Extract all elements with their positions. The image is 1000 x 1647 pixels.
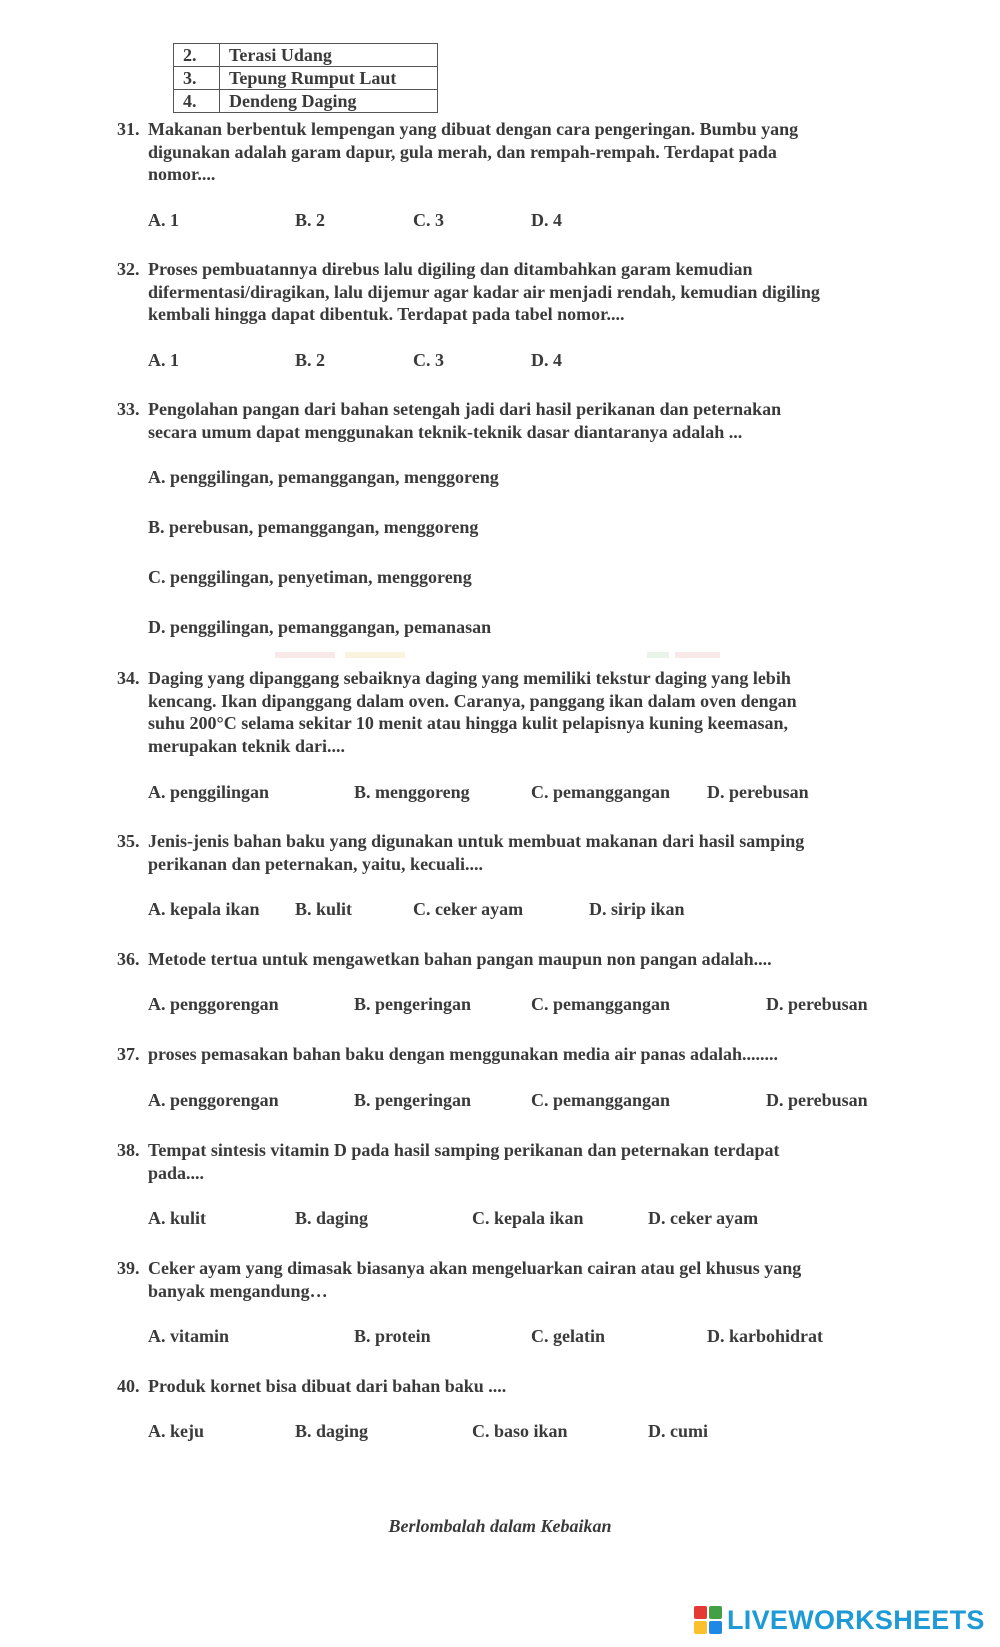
- question-number: 40.: [117, 1376, 140, 1396]
- table-row: [174, 90, 438, 113]
- option-a[interactable]: A. vitamin: [148, 1326, 229, 1346]
- table-row-name: Tepung Rumput Laut: [220, 67, 438, 90]
- question-number: 37.: [117, 1044, 140, 1064]
- question-34: [117, 667, 897, 757]
- question-text: Proses pembuatannya direbus lalu digiling dan ditambahkan garam kemudian difermentasi/diragikan, lalu dijemur agar kadar air menjadi rendah, kemudian digiling kembali hingga dapat dibentuk. Terdapat pada tabel nomor....: [148, 259, 820, 324]
- option-b[interactable]: B. menggoreng: [354, 782, 470, 802]
- option-a[interactable]: A. keju: [148, 1421, 205, 1441]
- option-a[interactable]: A. penggilingan, pemanggangan, menggoreng: [148, 467, 499, 487]
- question-37: [117, 1043, 897, 1066]
- option-d[interactable]: D. karbohidrat: [707, 1326, 824, 1346]
- table-row: [174, 67, 438, 90]
- watermark-strip: [275, 651, 735, 659]
- product-table: [173, 43, 438, 113]
- watermark-mark: [647, 652, 669, 658]
- option-c[interactable]: C. pemanggangan: [531, 1090, 671, 1110]
- option-b[interactable]: B. kulit: [295, 899, 353, 919]
- option-b[interactable]: B. protein: [354, 1326, 431, 1346]
- table-row: [174, 44, 438, 67]
- question-32: [117, 258, 897, 326]
- question-text: Ceker ayam yang dimasak biasanya akan mengeluarkan cairan atau gel khusus yang banyak mengandung…: [148, 1258, 802, 1301]
- option-d[interactable]: D. perebusan: [766, 994, 868, 1014]
- option-a[interactable]: A. 1: [148, 210, 179, 230]
- option-b[interactable]: B. perebusan, pemanggangan, menggoreng: [148, 517, 479, 537]
- table-row-number: 2.: [174, 44, 220, 67]
- option-c[interactable]: C. 3: [413, 350, 444, 370]
- option-d[interactable]: D. perebusan: [707, 782, 809, 802]
- option-d[interactable]: D. penggilingan, pemanggangan, pemanasan: [148, 617, 492, 637]
- question-number: 32.: [117, 259, 140, 279]
- option-a[interactable]: A. kulit: [148, 1208, 207, 1228]
- question-35: [117, 830, 897, 875]
- option-c[interactable]: C. 3: [413, 210, 444, 230]
- question-31: [117, 118, 897, 186]
- option-c[interactable]: C. kepala ikan: [472, 1208, 584, 1228]
- option-b[interactable]: B. pengeringan: [354, 994, 472, 1014]
- option-c[interactable]: C. gelatin: [531, 1326, 605, 1346]
- logo-square: [694, 1606, 707, 1619]
- option-a[interactable]: A. penggorengan: [148, 1090, 279, 1110]
- question-38: [117, 1139, 897, 1184]
- option-d[interactable]: D. ceker ayam: [648, 1208, 759, 1228]
- table-row-number: 4.: [174, 90, 220, 113]
- footer-motto: Berlombalah dalam Kebaikan: [388, 1516, 612, 1536]
- option-a[interactable]: A. 1: [148, 350, 179, 370]
- table-row-name: Terasi Udang: [220, 44, 438, 67]
- question-text: Daging yang dipanggang sebaiknya daging yang memiliki tekstur daging yang lebih kencang. Ikan dipanggang dalam oven. Caranya, panggang ikan dalam oven dengan suhu 200°C selama sekitar 10 menit atau hingga kulit pelapisnya kuning keemasan, merupakan teknik dari....: [148, 668, 797, 756]
- table-row-number: 3.: [174, 67, 220, 90]
- option-a[interactable]: A. penggilingan: [148, 782, 270, 802]
- question-number: 33.: [117, 399, 140, 419]
- logo-square: [709, 1621, 722, 1634]
- question-text: Pengolahan pangan dari bahan setengah jadi dari hasil perikanan dan peternakan secara umum dapat menggunakan teknik-teknik dasar diantaranya adalah ...: [148, 399, 782, 442]
- option-b[interactable]: B. daging: [295, 1421, 369, 1441]
- question-33: [117, 398, 897, 443]
- question-number: 38.: [117, 1140, 140, 1160]
- question-number: 36.: [117, 949, 140, 969]
- option-c[interactable]: C. ceker ayam: [413, 899, 524, 919]
- option-c[interactable]: C. penggilingan, penyetiman, menggoreng: [148, 567, 472, 587]
- option-b[interactable]: B. 2: [295, 350, 326, 370]
- option-a[interactable]: A. kepala ikan: [148, 899, 260, 919]
- question-text: Metode tertua untuk mengawetkan bahan pangan maupun non pangan adalah....: [148, 949, 772, 969]
- watermark-mark: [675, 652, 720, 658]
- question-number: 39.: [117, 1258, 140, 1278]
- brand-name: LIVEWORKSHEETS: [727, 1604, 985, 1635]
- table-row-name: Dendeng Daging: [220, 90, 438, 113]
- option-d[interactable]: D. 4: [531, 210, 562, 230]
- option-d[interactable]: D. sirip ikan: [589, 899, 685, 919]
- watermark-mark: [345, 652, 405, 658]
- question-text: Jenis-jenis bahan baku yang digunakan untuk membuat makanan dari hasil samping perikanan dan peternakan, yaitu, kecuali....: [148, 831, 805, 874]
- watermark-mark: [275, 652, 335, 658]
- question-text: proses pemasakan bahan baku dengan menggunakan media air panas adalah........: [148, 1044, 779, 1064]
- option-c[interactable]: C. pemanggangan: [531, 994, 671, 1014]
- logo-square: [709, 1606, 722, 1619]
- option-c[interactable]: C. pemanggangan: [531, 782, 671, 802]
- logo-square: [694, 1621, 707, 1634]
- question-text: Tempat sintesis vitamin D pada hasil samping perikanan dan peternakan terdapat pada....: [148, 1140, 780, 1183]
- option-d[interactable]: D. perebusan: [766, 1090, 868, 1110]
- liveworksheets-logo[interactable]: [694, 1605, 985, 1635]
- option-b[interactable]: B. 2: [295, 210, 326, 230]
- option-b[interactable]: B. daging: [295, 1208, 369, 1228]
- question-40: [117, 1375, 897, 1398]
- question-39: [117, 1257, 897, 1302]
- question-number: 34.: [117, 668, 140, 688]
- liveworksheets-icon: [694, 1606, 722, 1634]
- question-number: 31.: [117, 119, 140, 139]
- option-b[interactable]: B. pengeringan: [354, 1090, 472, 1110]
- question-text: Produk kornet bisa dibuat dari bahan baku ....: [148, 1376, 507, 1396]
- question-text: Makanan berbentuk lempengan yang dibuat dengan cara pengeringan. Bumbu yang digunakan adalah garam dapur, gula merah, dan rempah-rempah. Terdapat pada nomor....: [148, 119, 799, 184]
- question-36: [117, 948, 897, 971]
- question-number: 35.: [117, 831, 140, 851]
- option-c[interactable]: C. baso ikan: [472, 1421, 568, 1441]
- option-a[interactable]: A. penggorengan: [148, 994, 279, 1014]
- option-d[interactable]: D. cumi: [648, 1421, 708, 1441]
- option-d[interactable]: D. 4: [531, 350, 562, 370]
